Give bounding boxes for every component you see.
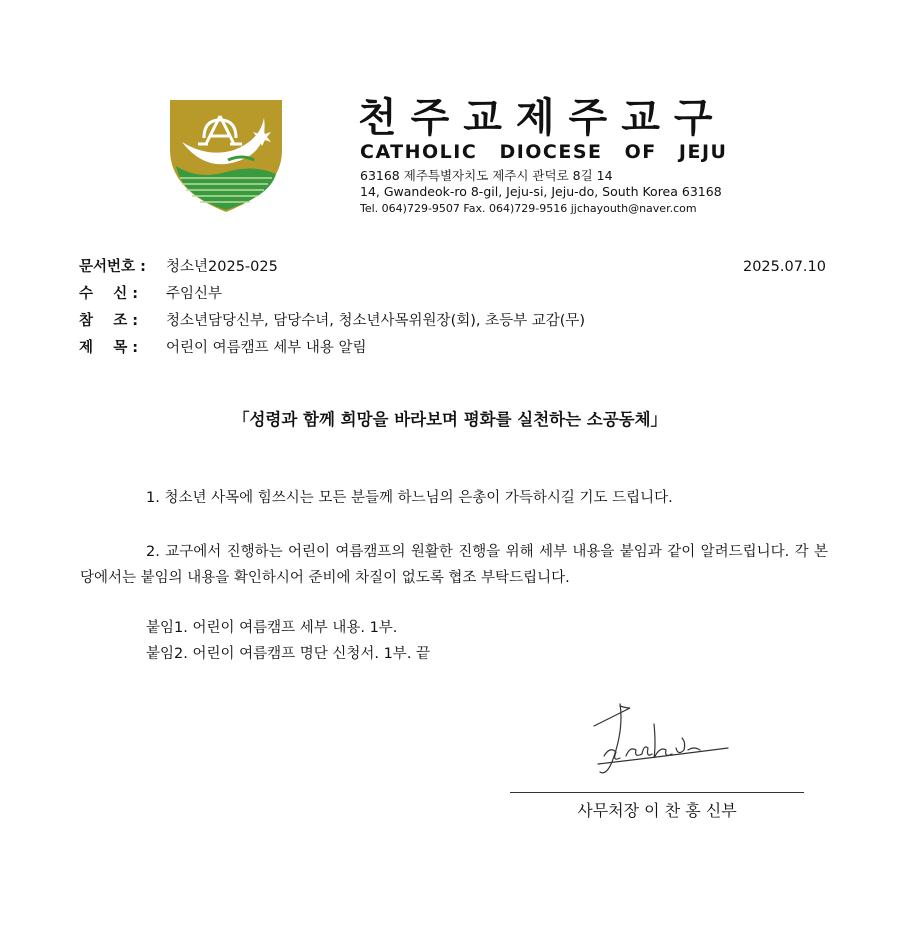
org-name-korean: 천주교제주교구 <box>358 94 727 141</box>
cc-value: 청소년담당신부, 담당수녀, 청소년사목위원장(회), 초등부 교감(무) <box>166 313 586 329</box>
org-name-english-word: OF <box>624 141 657 163</box>
cc-row <box>79 310 585 332</box>
subject-row <box>79 337 367 359</box>
address-korean: 63168 제주특별자치도 제주시 관덕로 8길 14 <box>360 168 613 183</box>
subject-value: 어린이 여름캠프 세부 내용 알림 <box>166 340 367 356</box>
cc-label: 참 조 : <box>79 313 139 329</box>
doc-number-row <box>79 256 278 278</box>
body-paragraph-2: 2. 교구에서 진행하는 어린이 여름캠프의 원활한 진행을 위해 세부 내용을 붙임과 같이 알려드립니다. 각 본당에서는 붙임의 내용을 확인하시어 준비에 차질이 없도록 협조 부탁드립니다. <box>80 544 828 586</box>
org-name-english <box>360 141 727 163</box>
recipient-value: 주임신부 <box>166 286 223 302</box>
org-name-english-word: DIOCESE <box>499 141 603 163</box>
recipient-row <box>79 283 222 305</box>
doc-date: 2025.07.10 <box>742 259 826 275</box>
diocese-emblem-logo <box>168 98 284 214</box>
contact-info: Tel. 064)729-9507 Fax. 064)729-9516 jjchayouth@naver.com <box>360 202 697 215</box>
address-english: 14, Gwandeok-ro 8-gil, Jeju-si, Jeju-do, South Korea 63168 <box>360 184 722 199</box>
doc-number-label: 문서번호 : <box>79 259 146 275</box>
signature-line <box>510 792 804 793</box>
diocese-motto: 「성령과 함께 희망을 바라보며 평화를 실천하는 소공동체」 <box>232 410 668 429</box>
signer-name: 사무처장 이 찬 홍 신부 <box>577 801 737 820</box>
doc-number-value: 청소년2025-025 <box>166 259 278 275</box>
attachment-1: 붙임1. 어린이 여름캠프 세부 내용. 1부. <box>146 620 398 636</box>
handwritten-signature <box>590 700 740 780</box>
recipient-label: 수 신 : <box>79 286 139 302</box>
org-name-english-word: JEJU <box>678 141 728 163</box>
attachment-2: 붙임2. 어린이 여름캠프 명단 신청서. 1부. 끝 <box>146 646 431 662</box>
body-paragraph-1: 1. 청소년 사목에 힘쓰시는 모든 분들께 하느님의 은총이 가득하시길 기도 드립니다. <box>146 490 673 506</box>
org-name-english-word: CATHOLIC <box>360 141 478 163</box>
subject-label: 제 목 : <box>79 340 139 356</box>
